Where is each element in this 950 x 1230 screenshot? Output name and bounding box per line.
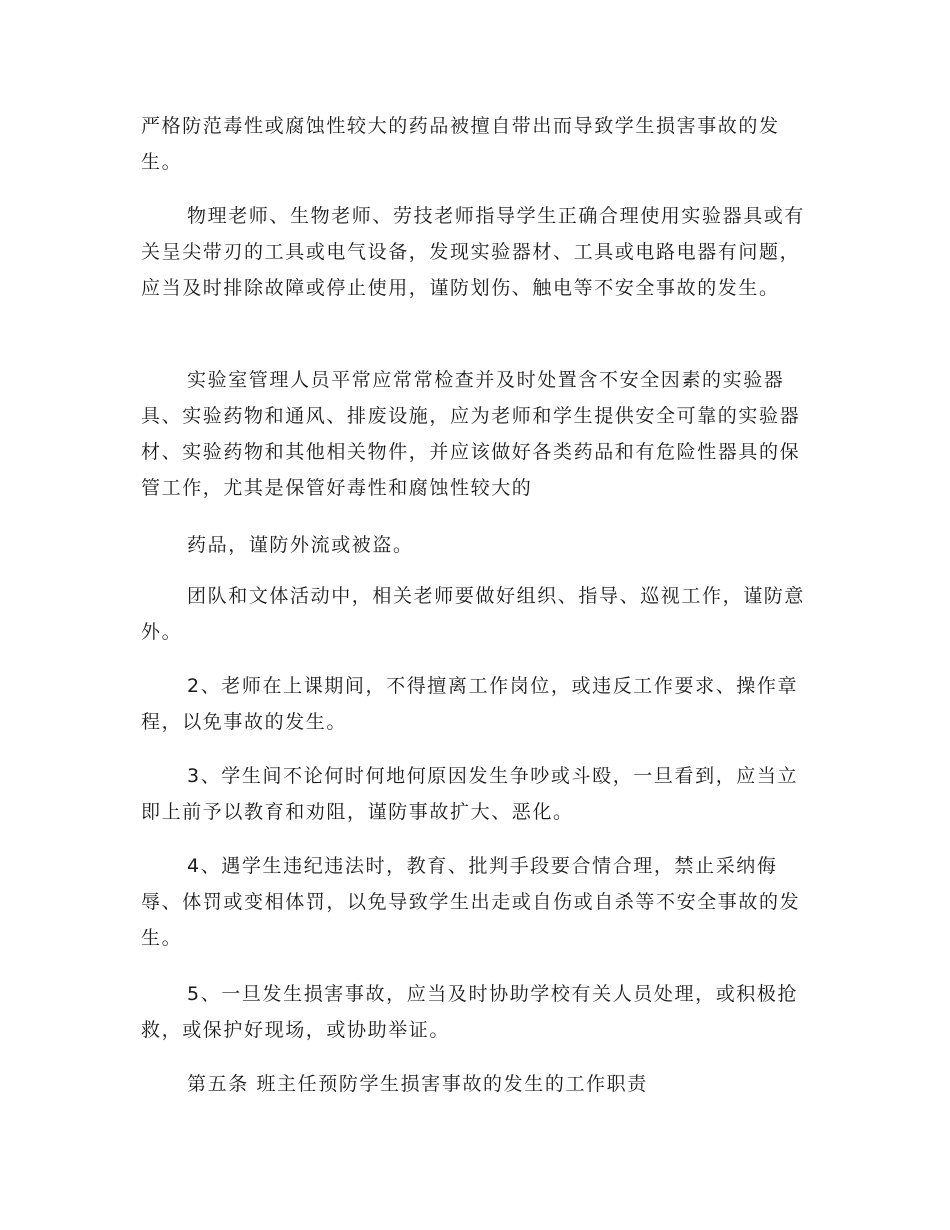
paragraph-4: 药品，谨防外流或被盗。: [187, 534, 414, 556]
paragraph-1: 严格防范毒性或腐蚀性较大的药品被擅自带出而导致学生损害事故的发生。: [141, 115, 780, 173]
paragraph-9: 5、一旦发生损害事故，应当及时协助学校有关人员处理，或积极抢救，或保护好现场，或协助举证。: [141, 983, 799, 1041]
paragraph-2: 物理老师、生物老师、劳技老师指导学生正确合理使用实验器具或有关呈尖带刃的工具或电气设备，发现实验器材、工具或电路电器有问题，应当及时排除故障或停止使用，谨防划伤、触电等不安全事故的发生。: [141, 205, 806, 299]
paragraph-5: 团队和文体活动中，相关老师要做好组织、指导、巡视工作，谨防意外。: [141, 585, 806, 643]
paragraph-8: 4、遇学生违纪违法时，教育、批判手段要合情合理，禁止采纳侮辱、体罚或变相体罚，以免导致学生出走或自伤或自杀等不安全事故的发生。: [141, 855, 801, 949]
paragraph-6: 2、老师在上课期间，不得擅离工作岗位，或违反工作要求、操作章程，以免事故的发生。: [141, 675, 799, 733]
section-heading: 第五条 班主任预防学生损害事故的发生的工作职责: [187, 1073, 648, 1095]
paragraph-3: 实验室管理人员平常应常常检查并及时处置含不安全因素的实验器具、实验药物和通风、排废设施，应为老师和学生提供安全可靠的实验器材、实验药物和其他相关物件，并应该做好各类药品和有危险性器具的保管工作，尤其是保管好毒性和腐蚀性较大的: [141, 369, 801, 499]
paragraph-7: 3、学生间不论何时何地何原因发生争吵或斗殴，一旦看到，应当立即上前予以教育和劝阻，谨防事故扩大、恶化。: [141, 765, 799, 823]
